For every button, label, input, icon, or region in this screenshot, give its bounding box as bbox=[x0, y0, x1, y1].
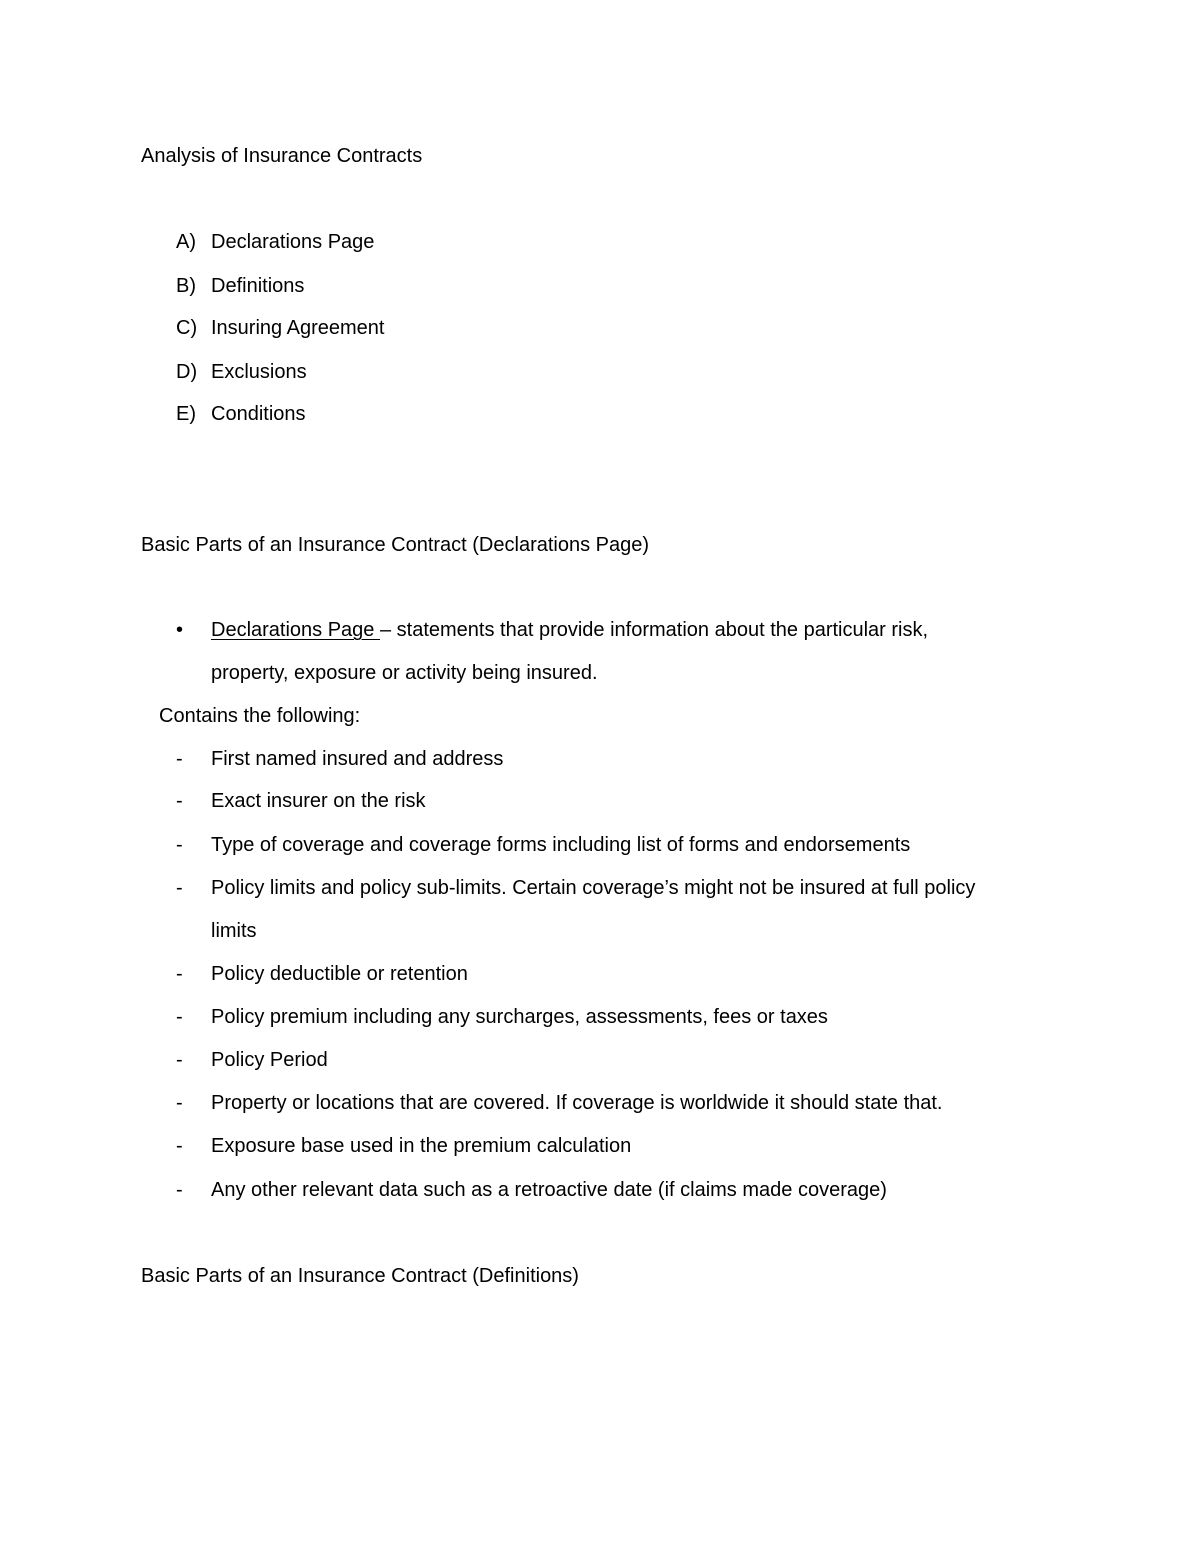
list-item-insuring-agreement: Insuring Agreement bbox=[211, 317, 385, 339]
list-item: Policy premium including any surcharges, assessments, fees or taxes bbox=[211, 1006, 828, 1028]
declarations-page-term: Declarations Page bbox=[211, 619, 380, 641]
list-item-declarations-page: Declarations Page bbox=[211, 231, 375, 253]
dash-marker: - bbox=[176, 1006, 183, 1028]
list-item-definitions: Definitions bbox=[211, 275, 305, 297]
section-heading-declarations: Basic Parts of an Insurance Contract (Declarations Page) bbox=[141, 534, 650, 556]
list-marker-b: B) bbox=[176, 275, 196, 297]
list-item-exclusions: Exclusions bbox=[211, 361, 307, 383]
list-item: Policy deductible or retention bbox=[211, 963, 468, 985]
list-item: Policy limits and policy sub-limits. Certain coverage’s might not be insured at full policy bbox=[211, 877, 976, 899]
list-marker-a: A) bbox=[176, 231, 196, 253]
declarations-page-definition: – statements that provide information about the particular risk, bbox=[379, 619, 929, 641]
dash-marker: - bbox=[176, 834, 183, 856]
bullet-paragraph-line-1 bbox=[211, 618, 928, 642]
list-item: Policy Period bbox=[211, 1049, 328, 1071]
list-item: Property or locations that are covered. If coverage is worldwide it should state that. bbox=[211, 1092, 943, 1114]
list-marker-e: E) bbox=[176, 403, 196, 425]
dash-marker: - bbox=[176, 1179, 183, 1201]
list-marker-c: C) bbox=[176, 317, 198, 339]
dash-marker: - bbox=[176, 1049, 183, 1071]
section-heading-analysis: Analysis of Insurance Contracts bbox=[141, 145, 423, 167]
dash-marker: - bbox=[176, 877, 183, 899]
section-heading-definitions: Basic Parts of an Insurance Contract (Definitions) bbox=[141, 1265, 579, 1287]
list-item: Exact insurer on the risk bbox=[211, 790, 426, 812]
list-item: Any other relevant data such as a retroactive date (if claims made coverage) bbox=[211, 1179, 887, 1201]
dash-marker: - bbox=[176, 1135, 183, 1157]
list-item: First named insured and address bbox=[211, 748, 504, 770]
list-item: Type of coverage and coverage forms including list of forms and endorsements bbox=[211, 834, 911, 856]
bullet-paragraph-line-2: property, exposure or activity being insured. bbox=[211, 662, 598, 684]
list-item: Exposure base used in the premium calculation bbox=[211, 1135, 632, 1157]
contains-label: Contains the following: bbox=[159, 705, 361, 727]
list-marker-d: D) bbox=[176, 361, 198, 383]
list-item-continuation: limits bbox=[211, 920, 257, 942]
dash-marker: - bbox=[176, 1092, 183, 1114]
dash-marker: - bbox=[176, 790, 183, 812]
dash-marker: - bbox=[176, 748, 183, 770]
bullet-marker: • bbox=[176, 619, 184, 641]
list-item-conditions: Conditions bbox=[211, 403, 306, 425]
dash-marker: - bbox=[176, 963, 183, 985]
